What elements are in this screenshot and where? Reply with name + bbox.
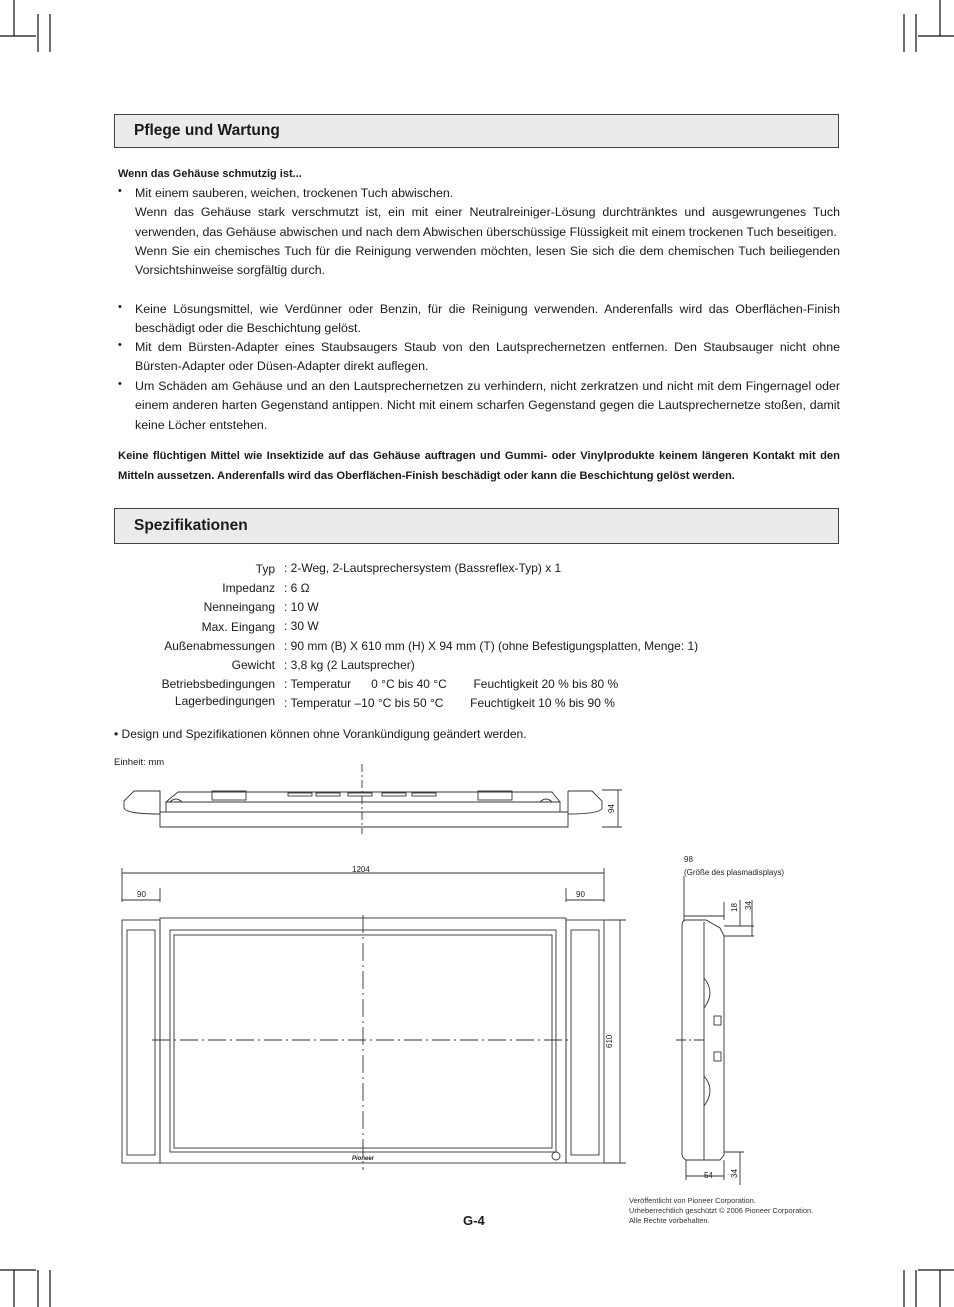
spec-label: Betriebsbedingungen bbox=[161, 677, 275, 691]
care-section-header bbox=[114, 114, 839, 148]
care-subheading: Wenn das Gehäuse schmutzig ist... bbox=[118, 168, 302, 180]
spec-value: : 10 W bbox=[284, 600, 319, 614]
spec-value: : 6 Ω bbox=[284, 581, 310, 595]
plasma-size-note: (Größe des plasmadisplays) bbox=[684, 868, 785, 877]
design-note: • Design und Spezifikationen können ohne Vorankündigung geändert werden. bbox=[114, 727, 527, 741]
front-view bbox=[122, 868, 626, 1170]
care-bullet-1-para3: Wenn Sie ein chemisches Tuch für die Reinigung verwenden möchten, lesen Sie sich die dem chemischen Tuch beiliegenden Vorsichtshinweise sorgfältig durch. bbox=[135, 243, 840, 278]
unit-label: Einheit: mm bbox=[114, 757, 165, 768]
dim-18: 18 bbox=[730, 903, 739, 912]
dim-94: 94 bbox=[607, 804, 616, 813]
care-bullet-1-line1: Mit einem sauberen, weichen, trockenen Tuch abwischen. bbox=[135, 186, 454, 200]
spec-value: : Temperatur –10 °C bis 50 °C Feuchtigkeit 10 % bis 90 % bbox=[284, 696, 615, 710]
dim-34-top: 34 bbox=[744, 901, 753, 910]
care-bullet-1 bbox=[135, 184, 840, 280]
side-view bbox=[676, 876, 754, 1185]
dim-90-right: 90 bbox=[576, 890, 585, 899]
dim-610: 610 bbox=[605, 1034, 614, 1048]
bullet-3-symbol: • bbox=[118, 339, 122, 351]
care-bullet-3: Mit dem Bürsten-Adapter eines Staubsaugers Staub von den Lautsprechernetzen entfernen. Den Staubsauger nicht ohne Bürsten-Adapter oder Düsen-Adapter direkt auflegen. bbox=[135, 340, 840, 374]
bullet-2-symbol: • bbox=[118, 301, 122, 313]
dim-90-left: 90 bbox=[137, 890, 146, 899]
technical-drawing bbox=[0, 760, 954, 1200]
dim-34-bottom: 34 bbox=[730, 1169, 739, 1178]
copyright-line-3: Alle Rechte vorbehalten. bbox=[629, 1216, 710, 1225]
care-bullet-2: Keine Lösungsmittel, wie Verdünner oder Benzin, für die Reinigung verwenden. Anderenfalls wird das Oberflächen-Finish beschädigt oder die Beschichtung gelöst. bbox=[135, 302, 840, 336]
spec-label: Max. Eingang bbox=[201, 620, 275, 634]
page-number: G-4 bbox=[463, 1213, 485, 1228]
spec-value: : 2-Weg, 2-Lautsprechersystem (Bassreflex-Typ) x 1 bbox=[284, 561, 562, 575]
care-bullet-1-para2: Wenn das Gehäuse stark verschmutzt ist, ein mit einer Neutralreiniger-Lösung durchtränktes und ausgewrungenes Tuch verwenden, das Gehäuse abwischen und nach dem Abwischen überschüssige Flüssigkeit mit einem trockenen Tuch beseitigen. bbox=[135, 205, 840, 239]
spec-label: Lagerbedingungen bbox=[174, 694, 275, 708]
brand-logo: Pioneer bbox=[351, 1156, 375, 1162]
copyright-block bbox=[629, 1196, 813, 1226]
dim-1204: 1204 bbox=[352, 865, 370, 874]
specs-section-header bbox=[114, 508, 839, 544]
dim-98: 98 bbox=[684, 855, 693, 864]
top-view bbox=[124, 764, 622, 834]
spec-value: : 3,8 kg (2 Lautsprecher) bbox=[284, 658, 415, 672]
bullet-1-symbol: • bbox=[118, 185, 122, 197]
spec-label: Außenabmessungen bbox=[164, 639, 275, 653]
copyright-line-2: Urheberrechtlich geschützt © 2006 Pioneer Corporation. bbox=[629, 1206, 814, 1215]
spec-label: Gewicht bbox=[231, 658, 275, 672]
spec-value: : 90 mm (B) X 610 mm (H) X 94 mm (T) (ohne Befestigungsplatten, Menge: 1) bbox=[284, 639, 699, 653]
spec-label: Typ bbox=[255, 562, 275, 576]
spec-value: : 30 W bbox=[284, 619, 319, 633]
spec-label: Impedanz bbox=[222, 581, 275, 595]
spec-label: Nenneingang bbox=[203, 600, 275, 614]
spec-value: : Temperatur 0 °C bis 40 °C Feuchtigkeit 20 % bis 80 % bbox=[284, 677, 619, 691]
bullet-4-symbol: • bbox=[118, 378, 122, 390]
care-bullet-4: Um Schäden am Gehäuse und an den Lautsprechernetzen zu verhindern, nicht zerkratzen und nicht mit dem Fingernagel oder einem anderen harten Gegenstand antippen. Nicht mit einem scharfen Gegenstand gegen die Lautsprechernetze stoßen, damit keine Löcher entstehen. bbox=[135, 379, 840, 432]
dim-54: 54 bbox=[704, 1171, 713, 1180]
specs-section-title: Spezifikationen bbox=[134, 517, 248, 534]
care-section-title: Pflege und Wartung bbox=[134, 122, 280, 139]
care-warning: Keine flüchtigen Mittel wie Insektizide auf das Gehäuse auftragen und Gummi- oder Vinylprodukte keinem längeren Kontakt mit den Mitteln aussetzen. Anderenfalls wird das Oberflächen-Finish beschädigt oder kann die Beschichtung gelöst werden. bbox=[118, 450, 840, 482]
copyright-line-1: Veröffentlicht von Pioneer Corporation. bbox=[629, 1196, 756, 1205]
